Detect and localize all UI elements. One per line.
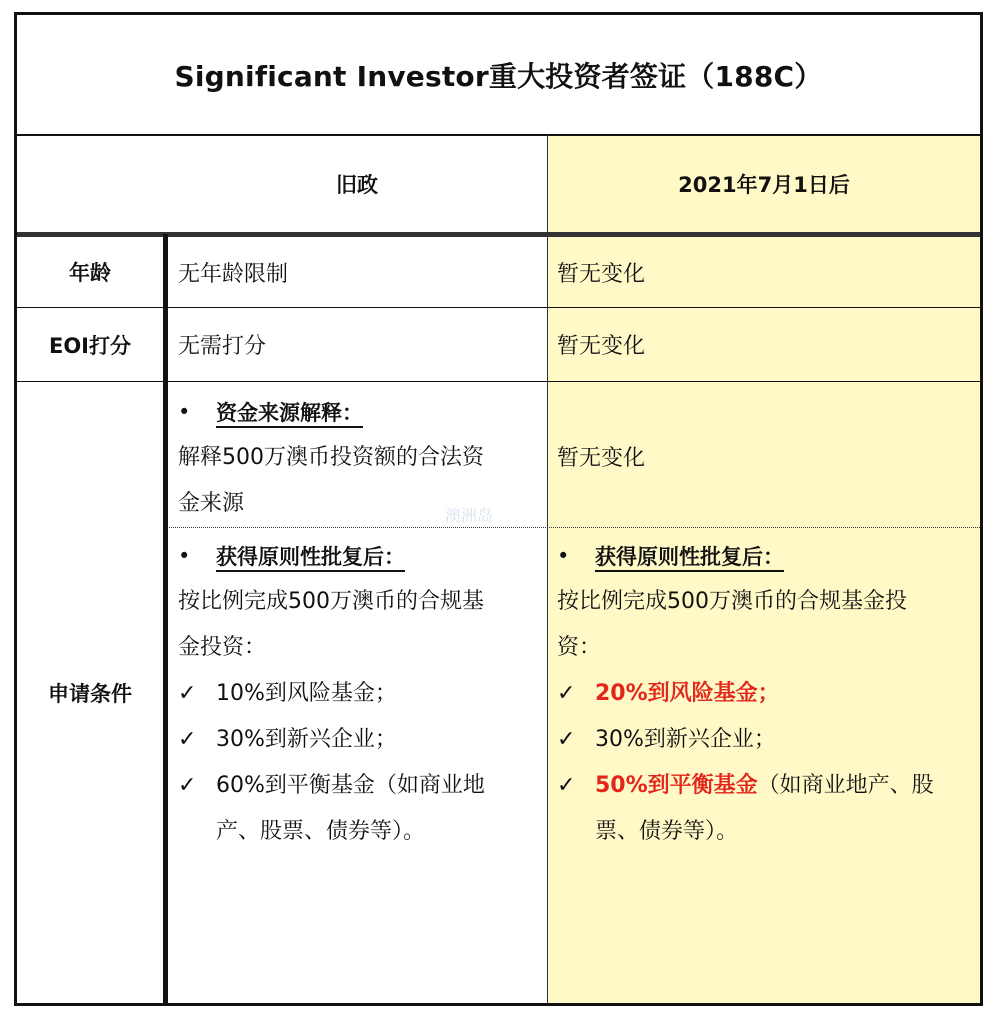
fund-source-title: 资金来源解释： [216, 401, 363, 425]
fund-source-new-value: 暂无变化 [557, 445, 646, 471]
old-check-emerging [178, 717, 546, 763]
old-approval-line2: 金投资： [178, 635, 267, 660]
fund-source-line2: 金来源 [178, 491, 245, 516]
old-approval-heading [178, 533, 546, 579]
old-check-balanced-text [216, 763, 546, 855]
table-title: Significant Investor重大投资者签证（188C） [174, 60, 823, 93]
old-check-venture [178, 671, 546, 717]
new-approval-line1: 按比例完成500万澳币的合规基金投 [557, 589, 907, 614]
check-icon: ✓ [178, 681, 197, 706]
visa-comparison-table [14, 12, 983, 1006]
new-check-balanced-rest: （如商业地产、股 [757, 773, 934, 798]
check-icon: ✓ [178, 727, 197, 752]
header-old-policy: 旧政 [336, 173, 378, 197]
eoi-old-value: 无需打分 [178, 334, 267, 359]
check-icon: ✓ [557, 773, 576, 798]
new-check-balanced-line1 [595, 763, 977, 809]
old-approval-line1: 按比例完成500万澳币的合规基 [178, 589, 484, 614]
header-new-policy: 2021年7月1日后 [678, 173, 850, 197]
old-check-balanced-line1: 60%到平衡基金（如商业地 [216, 773, 485, 798]
age-old-value: 无年龄限制 [178, 261, 289, 287]
old-check-balanced-line2: 产、股票、债券等）。 [216, 819, 426, 844]
watermark: 澳洲岛 [445, 506, 494, 525]
check-icon: ✓ [557, 681, 576, 706]
check-icon: ✓ [557, 727, 576, 752]
new-check-venture-text: 20%到风险基金； [595, 681, 780, 706]
new-check-emerging-text: 30%到新兴企业； [595, 727, 776, 752]
new-approval-line2: 资： [557, 635, 602, 660]
new-check-emerging [557, 717, 977, 763]
eoi-new-value: 暂无变化 [557, 334, 646, 359]
check-icon: ✓ [178, 773, 197, 798]
new-check-balanced-text [595, 763, 977, 855]
row-label-age: 年龄 [69, 261, 111, 285]
fund-source-line1: 解释500万澳币投资额的合法资 [178, 445, 484, 470]
new-check-balanced-red: 50%到平衡基金 [595, 773, 758, 798]
divider-dotted [167, 527, 980, 528]
bullet-icon: • [557, 544, 570, 568]
bullet-icon: • [178, 544, 191, 568]
old-check-emerging-text: 30%到新兴企业； [216, 727, 397, 752]
old-check-balanced [178, 763, 546, 855]
bullet-icon: • [178, 400, 191, 424]
new-approval-title: 获得原则性批复后： [595, 545, 784, 569]
age-new-value: 暂无变化 [557, 261, 646, 287]
row-label-requirements: 申请条件 [48, 681, 132, 706]
old-approval-block [178, 533, 546, 855]
new-check-venture [557, 671, 977, 717]
old-check-venture-text: 10%到风险基金； [216, 681, 397, 706]
fund-source-heading [178, 389, 546, 435]
old-approval-title: 获得原则性批复后： [216, 545, 405, 569]
new-approval-heading [557, 533, 977, 579]
new-check-balanced [557, 763, 977, 855]
new-approval-block [557, 533, 977, 855]
new-check-balanced-line2: 票、债券等）。 [595, 819, 739, 844]
row-label-eoi: EOI打分 [48, 333, 131, 358]
